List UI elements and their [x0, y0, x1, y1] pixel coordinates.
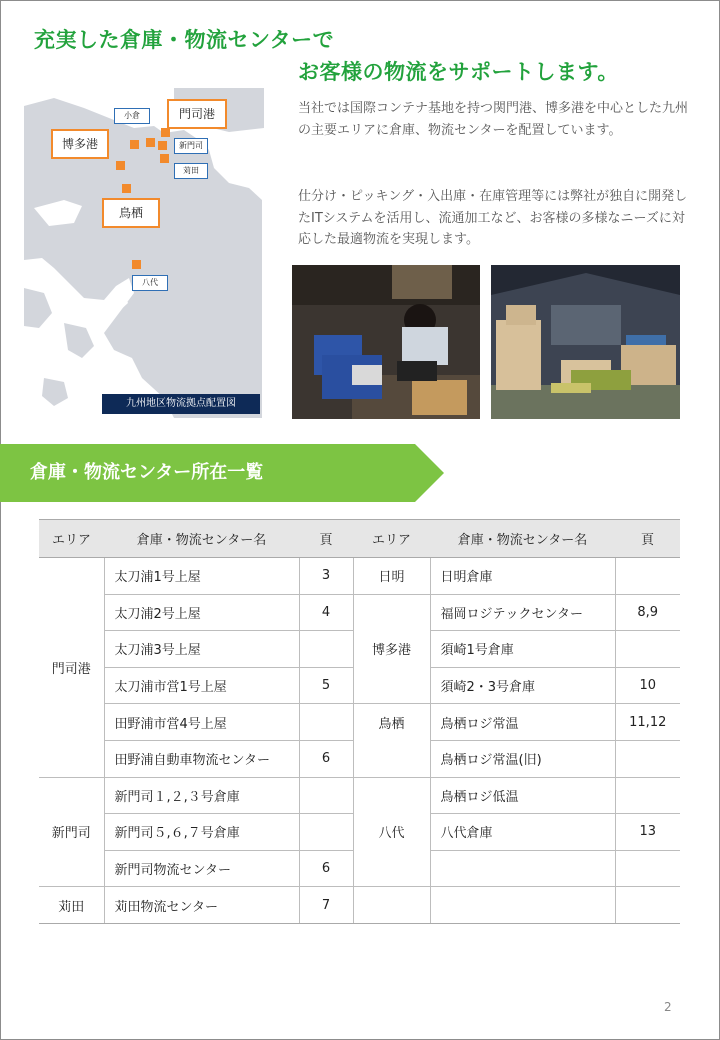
map-caption: 九州地区物流拠点配置図 — [102, 394, 260, 414]
location-pin-higashi — [116, 161, 125, 170]
warehouse-name-cell: 太刀浦2号上屋 — [104, 594, 299, 631]
page-cell — [299, 777, 353, 814]
page-cell: 8,9 — [615, 594, 680, 631]
page-cell: 4 — [299, 594, 353, 631]
table-header-row — [39, 520, 680, 558]
location-pin-mojiko — [161, 128, 170, 137]
location-pin-shinmoji — [158, 141, 167, 150]
map-label-mojiko: 門司港 — [167, 99, 227, 129]
table-row — [39, 594, 680, 631]
page-cell: 5 — [299, 667, 353, 704]
page-cell — [615, 850, 680, 887]
table-row — [39, 777, 680, 814]
warehouse-name-cell: 須崎1号倉庫 — [430, 631, 615, 668]
warehouse-worker-photo — [292, 265, 480, 419]
warehouse-name-cell — [430, 887, 615, 924]
page-cell — [299, 631, 353, 668]
section-title: 倉庫・物流センター所在一覧 — [30, 462, 264, 483]
header-area-right: エリア — [353, 520, 430, 558]
page-cell — [615, 887, 680, 924]
table-row — [39, 887, 680, 924]
table-row — [39, 558, 680, 595]
area-cell: 門司港 — [39, 558, 104, 778]
warehouse-name-cell: 太刀浦1号上屋 — [104, 558, 299, 595]
page-cell: 13 — [615, 814, 680, 851]
warehouse-name-cell: 八代倉庫 — [430, 814, 615, 851]
location-pin-kokura — [146, 138, 155, 147]
warehouse-name-cell: 日明倉庫 — [430, 558, 615, 595]
area-cell: 苅田 — [39, 887, 104, 924]
page-number: 2 — [664, 1000, 672, 1014]
table-row — [39, 704, 680, 741]
area-cell: 新門司 — [39, 777, 104, 887]
warehouse-name-cell: 太刀浦市営1号上屋 — [104, 667, 299, 704]
map-label-tosu: 鳥栖 — [102, 198, 160, 228]
map-label-shinmoji: 新門司 — [174, 138, 208, 154]
map-label-kanda: 苅田 — [174, 163, 208, 179]
warehouse-name-cell: 新門司５,６,７号倉庫 — [104, 814, 299, 851]
location-table — [39, 519, 680, 924]
warehouse-name-cell — [430, 850, 615, 887]
warehouse-name-cell: 鳥栖ロジ常温 — [430, 704, 615, 741]
header-name-left: 倉庫・物流センター名 — [104, 520, 299, 558]
warehouse-name-cell: 新門司１,２,３号倉庫 — [104, 777, 299, 814]
warehouse-name-cell: 苅田物流センター — [104, 887, 299, 924]
area-cell: 博多港 — [353, 594, 430, 704]
warehouse-name-cell: 福岡ロジテックセンター — [430, 594, 615, 631]
page-cell — [299, 704, 353, 741]
header-area-left: エリア — [39, 520, 104, 558]
page-cell: 6 — [299, 740, 353, 777]
map-label-hakata: 博多港 — [51, 129, 109, 159]
intro-paragraph-2: 仕分け・ピッキング・入出庫・在庫管理等には弊社が独自に開発したITシステムを活用し、流通加工など、お客様の多様なニーズに対応した最適物流を実現します。 — [298, 189, 688, 247]
location-pin-hakata — [130, 140, 139, 149]
page-cell: 6 — [299, 850, 353, 887]
warehouse-name-cell: 鳥栖ロジ常温(旧) — [430, 740, 615, 777]
warehouse-name-cell: 太刀浦3号上屋 — [104, 631, 299, 668]
location-pin-kanda — [160, 154, 169, 163]
map-label-yatsushiro: 八代 — [132, 275, 168, 291]
area-cell: 鳥栖 — [353, 704, 430, 777]
page-cell — [615, 558, 680, 595]
header-page-left: 頁 — [299, 520, 353, 558]
page-cell: 7 — [299, 887, 353, 924]
page-cell — [615, 740, 680, 777]
warehouse-interior-photo — [491, 265, 680, 419]
area-cell: 日明 — [353, 558, 430, 595]
map-label-kokura: 小倉 — [114, 108, 150, 124]
page-cell — [299, 814, 353, 851]
area-cell — [353, 887, 430, 924]
page-cell — [615, 777, 680, 814]
intro-paragraph-1: 当社では国際コンテナ基地を持つ関門港、博多港を中心とした九州の主要エリアに倉庫、物流センターを配置しています。 — [298, 101, 689, 138]
page-cell: 11,12 — [615, 704, 680, 741]
page-title-line1: 充実した倉庫・物流センターで — [34, 28, 335, 52]
warehouse-name-cell: 鳥栖ロジ低温 — [430, 777, 615, 814]
warehouse-name-cell: 田野浦自動車物流センター — [104, 740, 299, 777]
area-cell: 八代 — [353, 777, 430, 887]
warehouse-name-cell: 須崎2・3号倉庫 — [430, 667, 615, 704]
kyushu-map — [24, 88, 264, 418]
warehouse-name-cell: 新門司物流センター — [104, 850, 299, 887]
header-name-right: 倉庫・物流センター名 — [430, 520, 615, 558]
location-pin-yatsushiro — [132, 260, 141, 269]
page-cell: 10 — [615, 667, 680, 704]
page-title-line2: お客様の物流をサポートします。 — [298, 60, 619, 84]
warehouse-name-cell: 田野浦市営4号上屋 — [104, 704, 299, 741]
header-page-right: 頁 — [615, 520, 680, 558]
page-cell: 3 — [299, 558, 353, 595]
page-cell — [615, 631, 680, 668]
location-pin-tosu — [122, 184, 131, 193]
